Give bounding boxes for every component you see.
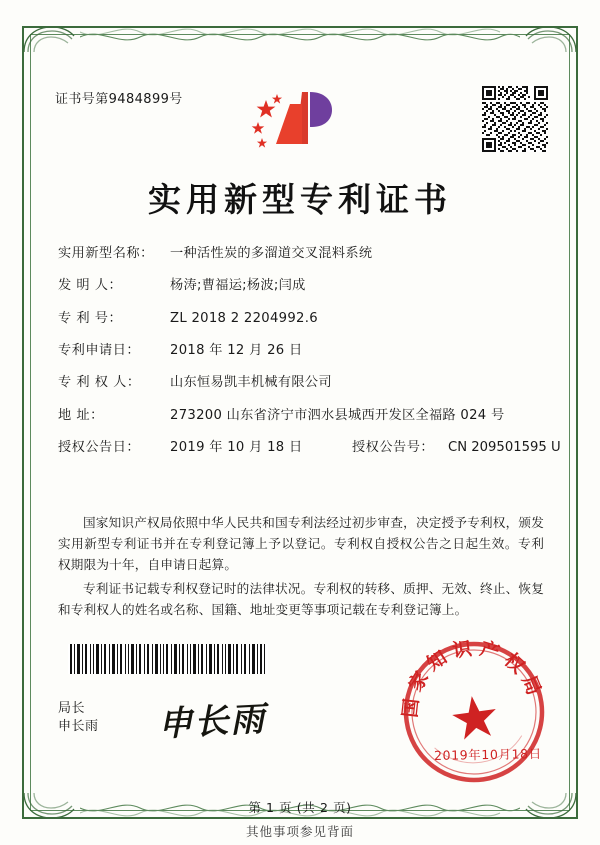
certificate-number: 证书号第9484899号: [55, 92, 183, 107]
field-label: 地 址：: [58, 407, 104, 423]
page-title: 实用新型专利证书: [148, 180, 452, 219]
field-row: [58, 278, 542, 294]
field-label-secondary: 授权公告号：: [352, 440, 435, 456]
official-seal-icon: [400, 638, 548, 786]
paragraph: 专利证书记载专利权登记时的法律状况。专利权的转移、质押、无效、终止、恢复和专利权人的姓名或名称、国籍、地址变更等事项记载在专利登记簿上。: [58, 581, 544, 617]
handwritten-signature: 申长雨: [157, 699, 268, 745]
field-value: 山东恒易凯丰机械有限公司: [170, 375, 332, 391]
field-label: 专 利 号：: [58, 310, 123, 326]
field-row: [58, 246, 542, 262]
border-ornament-top: [80, 26, 520, 48]
seal-date: 2019年10月18日: [434, 746, 543, 763]
field-value: 2019 年 10 月 18 日: [170, 440, 303, 456]
director-label: 局长: [58, 701, 86, 716]
field-label: 专利申请日：: [58, 343, 141, 359]
field-value-secondary: CN 209501595 U: [448, 440, 561, 456]
signature-block: [58, 700, 99, 736]
svg-text:国家知识产权局: 国家知识产权局: [400, 638, 548, 719]
field-row: [58, 343, 542, 359]
field-value: 2018 年 12 月 26 日: [170, 343, 303, 359]
field-list: [58, 246, 561, 472]
qr-code-icon: [482, 86, 548, 152]
field-row-grant: [58, 440, 561, 456]
corner-ornament-top-left: [22, 24, 76, 54]
field-label: 专 利 权 人：: [58, 375, 141, 391]
field-label: 授权公告日：: [58, 440, 141, 456]
field-value: 杨涛;曹福运;杨波;闫成: [170, 278, 306, 294]
page-number: 第 1 页 (共 2 页): [248, 800, 352, 815]
field-value: 一种活性炭的多溜道交叉混料系统: [170, 246, 373, 261]
field-row: [58, 408, 542, 424]
field-value: ZL 2018 2 2204992.6: [170, 310, 318, 326]
patent-office-logo-icon: [246, 84, 354, 156]
corner-ornament-top-right: [524, 24, 578, 54]
paragraph: 国家知识产权局依照中华人民共和国专利法经过初步审查，决定授予专利权，颁发实用新型专利证书并在专利登记簿上予以登记。专利权自授权公告之日起生效。专利权期限为十年，自申请日起算。: [58, 515, 544, 572]
field-value: 273200 山东省济宁市泗水县城西开发区全福路 024 号: [170, 407, 505, 423]
body-text: [58, 512, 544, 623]
field-label: 发 明 人：: [58, 278, 123, 294]
barcode-icon: [68, 644, 268, 674]
field-label: 实用新型名称：: [58, 246, 154, 261]
field-row: [58, 375, 542, 391]
footer-note: 其他事项参见背面: [245, 824, 354, 839]
director-name: 申长雨: [58, 719, 99, 734]
field-row: [58, 311, 542, 327]
